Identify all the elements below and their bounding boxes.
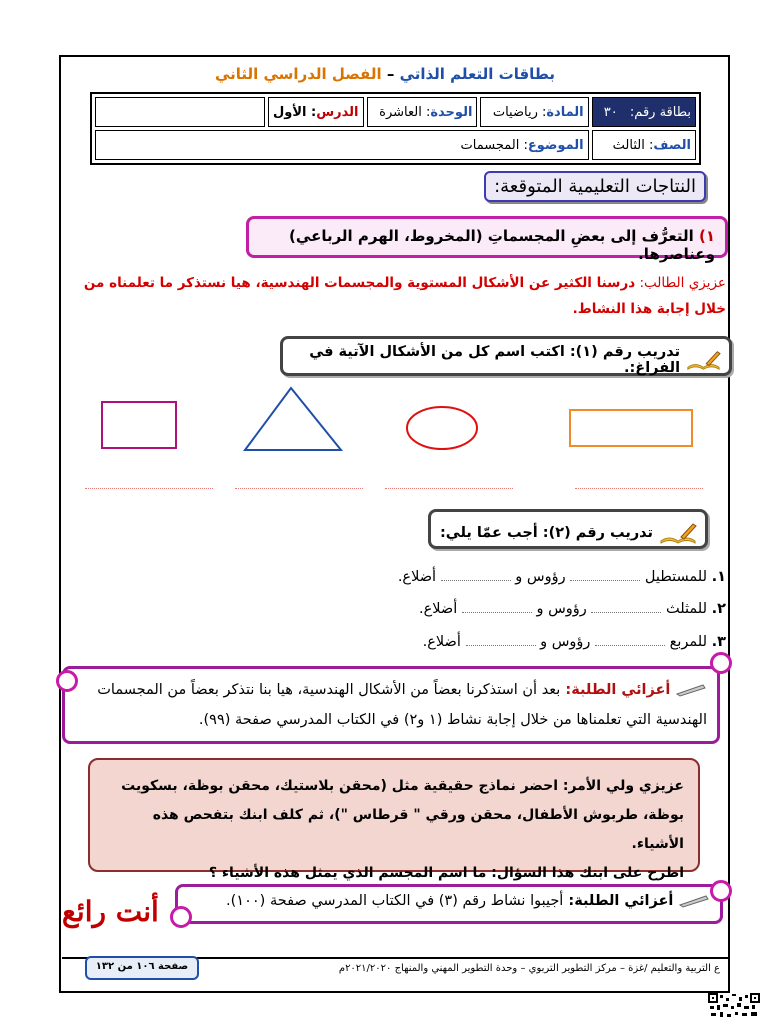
note1-lead: أعزائي الطلبة: [560,682,671,698]
objective-number: ١) [698,227,715,245]
question-label: للمربع [669,634,708,650]
parent-line-3: اطرح على ابنك هذا السؤال: ما اسم المجسم الذي يمثل هذه الأشياء ؟ [208,865,684,881]
subject-cell [480,97,588,127]
exercise1-text: تدريب رقم (١): اكتب اسم كل من الأشكال الآتية في الفراغ:. [309,344,681,376]
scroll-curl-icon [170,906,192,928]
sides-text: أضلاع. [422,634,461,650]
sides-text: أضلاع. [418,601,458,617]
grade-cell [592,130,696,160]
card-number-cell [592,97,696,127]
question-number: ٢. [711,601,726,617]
objective-text: التعرُّف إلى بعضِ المجسماتِ (المخروط، الهرم الرباعي) وعناصرها. [289,227,715,263]
intro-paragraph [60,270,726,322]
writing-hand-icon [678,893,710,909]
pencil-book-icon [659,521,697,545]
answer-blank-1[interactable] [85,488,213,489]
vertices-blank[interactable] [595,645,665,646]
note2-text: أجيبوا نشاط رقم (٣) في الكتاب المدرسي صفحة (١٠٠). [226,893,564,909]
lesson-label: الدرس [316,104,359,120]
unit-cell [367,97,478,127]
exercise2-box [428,509,708,549]
vertices-blank[interactable] [570,580,640,581]
lesson-value: : الأول [273,104,317,120]
vertices-text: رؤوس و [536,601,587,617]
rectangle-shape [102,402,176,448]
parent-note [88,758,700,881]
sides-blank[interactable] [462,612,532,613]
topic-cell [95,130,589,160]
empty-cell [95,97,265,127]
sides-blank[interactable] [466,645,536,646]
sides-text: أضلاع. [397,569,437,585]
subject-value: : رياضيات [492,104,547,120]
question-1 [398,566,726,588]
footer-credits: ع التربية والتعليم /غزة – مركز التطوير التربوي – وحدة التطوير المهني والمنهاج ٢٠٢١/٢٠٢٠م [338,963,720,974]
topic-value: : المجسمات [460,137,528,153]
topic-label: الموضوع [527,137,584,153]
exercise2-text: تدريب رقم (٢): أجب عمّا يلي: [439,525,653,541]
title-part1: بطاقات التعلم الذاتي [399,65,556,83]
question-number: ١. [711,569,726,585]
info-table [90,92,701,165]
subject-label: المادة [546,104,584,120]
vertices-text: رؤوس و [540,634,591,650]
sides-blank[interactable] [441,580,511,581]
question-label: للمستطيل [644,569,708,585]
grade-label: الصف [653,137,691,153]
unit-label: الوحدة [430,104,473,120]
intro-lead: عزيزي الطالب: [635,275,726,291]
outcomes-heading: النتاجات التعليمية المتوقعة: [484,171,706,202]
answer-blank-3[interactable] [385,488,513,489]
writing-hand-icon [675,682,707,698]
pencil-book-icon [686,348,721,372]
you-are-great-text: أنت رائع [62,895,159,928]
oval-shape [407,407,477,449]
answer-blank-4[interactable] [575,488,703,489]
objective-box [246,216,728,263]
parent-line-1: عزيزي ولي الأمر: احضر نماذج حقيقية مثل (محقن بلاستيك، محقن بوظة، بسكويت [121,778,684,794]
students-note-1 [62,666,720,744]
card-number: ٣٠ [603,104,618,120]
answer-blank-2[interactable] [235,488,363,489]
lesson-cell [268,97,364,127]
question-3 [423,631,726,653]
qr-code-icon [708,993,760,1019]
title-separator: – [381,65,400,83]
parent-line-2: بوظة، طربوش الأطفال، محقن ورقي " قرطاس ")، ثم كلف ابنك بتفحص هذه الأشياء. [152,807,684,852]
exercise1-box [280,336,732,376]
students-note-2 [175,884,723,924]
page-number: صفحة ١٠٦ من ١٣٢ [85,956,199,980]
triangle-shape [245,388,341,450]
grade-value: : الثالث [612,137,654,153]
scroll-curl-icon [710,880,732,902]
card-label: بطاقة رقم: [629,104,691,120]
page-title [150,64,620,84]
scroll-curl-icon [710,652,732,674]
shapes-area [80,380,720,490]
note1-text: بعد أن استذكرنا بعضاً من الأشكال الهندسية، هيا بنا نتذكر بعضاً من المجسمات الهندسية التي تعلمناها من خلال إجابة نشاط (١ و٢) في الكتاب المدرسي صفحة (٩٩). [97,682,707,728]
orange-rectangle-shape [570,410,692,446]
scroll-curl-icon [56,670,78,692]
question-number: ٣. [711,634,726,650]
title-part2: الفصل الدراسي الثاني [214,65,382,83]
question-2 [419,598,726,620]
unit-value: : العاشرة [379,104,431,120]
intro-text: درسنا الكثير عن الأشكال المستوية والمجسمات الهندسية، هيا نستذكر ما تعلمناه من خلال إجابة هذا النشاط. [83,275,726,317]
question-label: للمثلث [666,601,708,617]
note2-lead: أعزائي الطلبة: [563,893,674,909]
vertices-text: رؤوس و [515,569,566,585]
vertices-blank[interactable] [591,612,661,613]
